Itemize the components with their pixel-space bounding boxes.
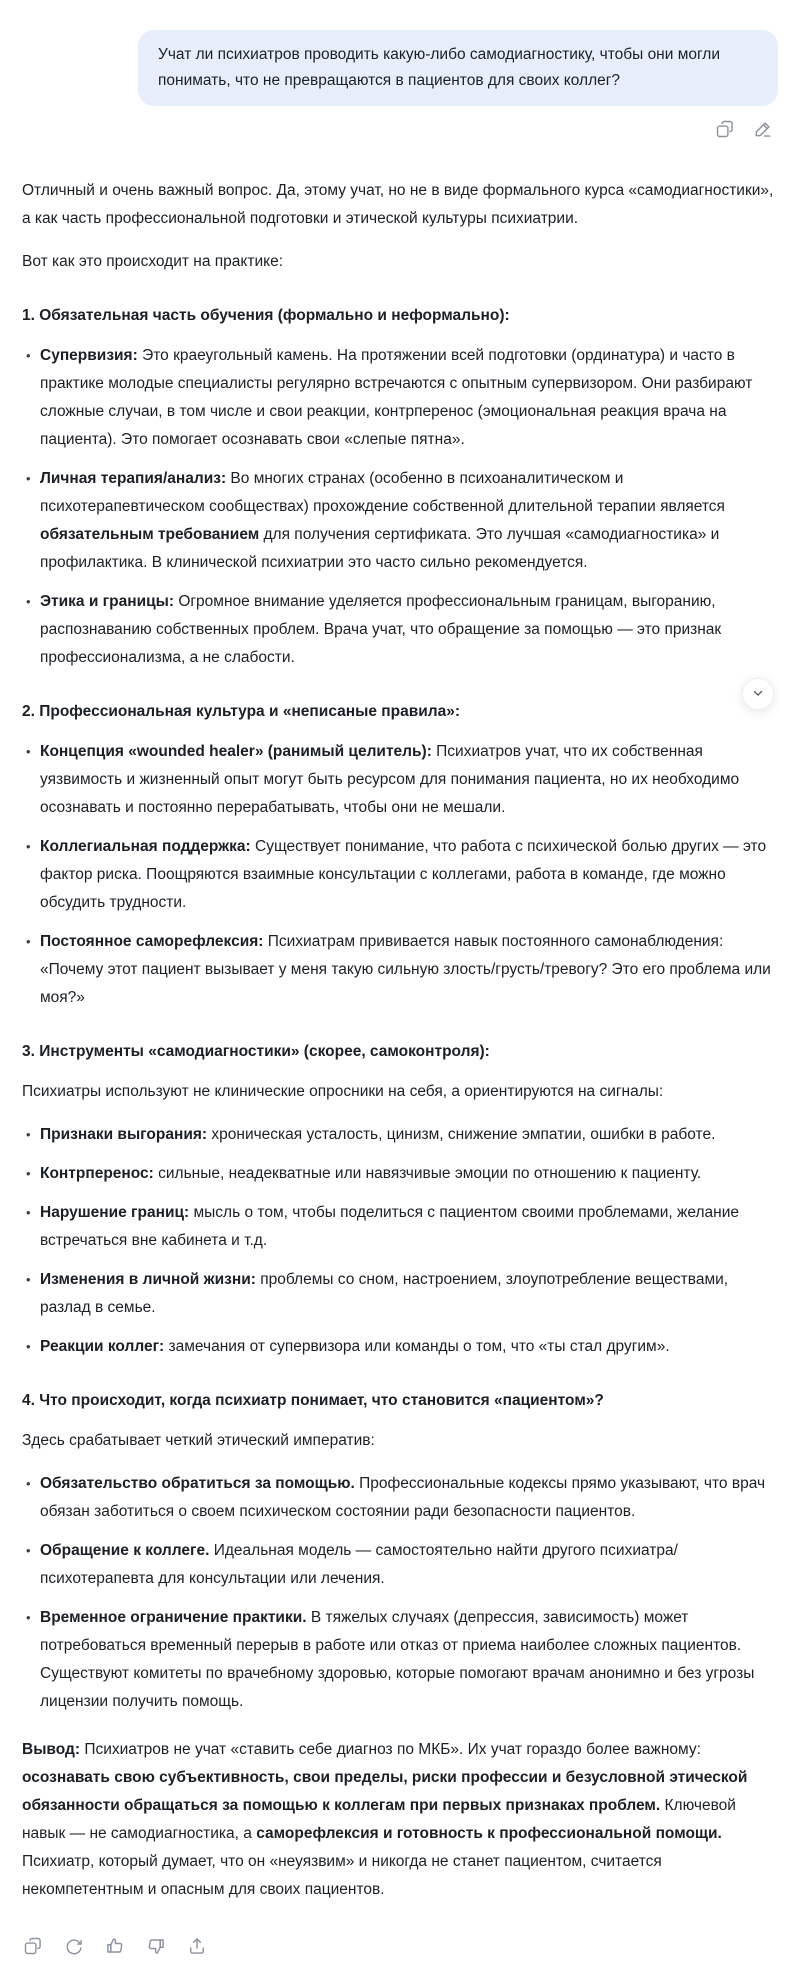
text: Психиатров учат, что их собственная уязвимость и жизненный опыт могут быть ресурсом для понимания пациента, но их необходимо осознавать и постоянно перерабатывать, чтобы они не мешали. — [40, 743, 740, 816]
list-item — [22, 1266, 778, 1322]
paragraph — [22, 177, 778, 233]
edit-icon — [753, 119, 773, 139]
text: Здесь срабатывает четкий этический императив: — [22, 1432, 375, 1449]
edit-user-message-button[interactable] — [752, 118, 774, 140]
text: Огромное внимание уделяется профессиональным границам, выгоранию, распознаванию собственных проблем. Врача учат, что обращение за помощью — это признак профессионализма, а не слабости. — [40, 593, 722, 666]
user-message-text: Учат ли психиатров проводить какую-либо самодиагностику, чтобы они могли понимать, что не превращаются в пациентов для своих коллег? — [158, 46, 721, 89]
text: проблемы со сном, настроением, злоупотребление веществами, разлад в семье. — [40, 1271, 729, 1316]
bold-text: Этика и границы: — [40, 593, 175, 610]
text: В тяжелых случаях (депрессия, зависимость) может потребоваться временный перерыв в работе или отказ от приема наиболее сложных пациентов. Существуют комитеты по врачебному здоровью, которые помогают врачам анонимно и без угрозы лицензии получить помощь. — [40, 1609, 755, 1710]
paragraph — [22, 1736, 778, 1904]
section-heading — [22, 1387, 778, 1415]
bold-text: Коллегиальная поддержка: — [40, 838, 251, 855]
bold-text: Вывод: — [22, 1741, 81, 1758]
list-item — [22, 1604, 778, 1716]
text: Во многих странах (особенно в психоаналитическом и психотерапевтическом сообществах) прохождение собственной длительной терапии является — [40, 470, 725, 515]
paragraph — [22, 248, 778, 276]
bullet-list — [22, 342, 778, 672]
text: Психиатров не учат «ставить себе диагноз по МКБ». Их учат гораздо более важному: — [80, 1741, 701, 1758]
bold-text: 4. Что происходит, когда психиатр понимает, что становится «пациентом»? — [22, 1392, 604, 1409]
list-item — [22, 1537, 778, 1593]
share-icon — [187, 1936, 207, 1956]
copy-response-button[interactable] — [22, 1935, 44, 1957]
bold-text: Обязательство обратиться за помощью. — [40, 1475, 355, 1492]
chevron-down-icon — [751, 686, 765, 703]
text: Существует понимание, что работа с психической болью других — это фактор риска. Поощряются взаимные консультации с коллегами, работа в команде, где можно обсудить трудности. — [40, 838, 767, 911]
scroll-to-bottom-button[interactable] — [742, 678, 774, 710]
bold-text: Личная терапия/анализ: — [40, 470, 227, 487]
paragraph — [22, 1078, 778, 1106]
list-item — [22, 1121, 778, 1149]
list-item — [22, 833, 778, 917]
copy-icon — [715, 119, 735, 139]
copy-icon — [23, 1936, 43, 1956]
thumbs-up-icon — [105, 1936, 125, 1956]
text: хроническая усталость, цинизм, снижение эмпатии, ошибки в работе. — [207, 1126, 716, 1143]
text: Психиатры используют не клинические опросники на себя, а ориентируются на сигналы: — [22, 1083, 664, 1100]
text: мысль о том, чтобы поделиться с пациентом своими проблемами, желание встречаться вне кабинета и т.д. — [40, 1204, 739, 1249]
bold-text: осознавать свою субъективность, свои пределы, риски профессии и безусловной этической обязанности обращаться за помощью к коллегам при первых признаках проблем. — [22, 1769, 748, 1814]
bold-text: саморефлексия и готовность к профессиональной помощи. — [256, 1825, 722, 1842]
text: сильные, неадекватные или навязчивые эмоции по отношению к пациенту. — [153, 1165, 702, 1182]
text: Психиатрам прививается навык постоянного самонаблюдения: «Почему этот пациент вызывает у меня такую сильную злость/грусть/тревогу? Это его проблема или моя?» — [40, 933, 771, 1006]
text: для получения сертификата. Это лучшая «самодиагностика» и профилактика. В клинической психиатрии это часто сильно рекомендуется. — [40, 526, 720, 571]
thumbs-down-icon — [146, 1936, 166, 1956]
bullet-list — [22, 1121, 778, 1361]
list-item — [22, 928, 778, 1012]
bold-text: Временное ограничение практики. — [40, 1609, 307, 1626]
paragraph — [22, 1427, 778, 1455]
bold-text: Признаки выгорания: — [40, 1126, 208, 1143]
list-item — [22, 1199, 778, 1255]
list-item — [22, 1160, 778, 1188]
bold-text: Нарушение границ: — [40, 1204, 190, 1221]
bullet-list — [22, 738, 778, 1012]
text: Отличный и очень важный вопрос. Да, этому учат, но не в виде формального курса «самодиагностики», а как часть профессиональной подготовки и этической культуры психиатрии. — [22, 182, 774, 227]
assistant-message — [0, 140, 800, 1904]
text: Психиатр, который думает, что он «неуязвим» и никогда не станет пациентом, считается некомпетентным и опасным для своих пациентов. — [22, 1853, 662, 1898]
share-button[interactable] — [186, 1935, 208, 1957]
list-item — [22, 465, 778, 577]
bold-text: Изменения в личной жизни: — [40, 1271, 256, 1288]
bold-text: Контрперенос: — [40, 1165, 154, 1182]
bullet-list — [22, 1470, 778, 1716]
bold-text: 3. Инструменты «самодиагностики» (скорее, самоконтроля): — [22, 1043, 490, 1060]
text: Вот как это происходит на практике: — [22, 253, 283, 270]
list-item — [22, 1470, 778, 1526]
bold-text: Постоянное саморефлексия: — [40, 933, 264, 950]
thumbs-down-button[interactable] — [145, 1935, 167, 1957]
bold-text: 2. Профессиональная культура и «неписаные правила»: — [22, 703, 461, 720]
regenerate-icon — [64, 1936, 84, 1956]
list-item — [22, 342, 778, 454]
text: замечания от супервизора или команды о том, что «ты стал другим». — [164, 1338, 670, 1355]
list-item — [22, 588, 778, 672]
bold-text: Реакции коллег: — [40, 1338, 165, 1355]
bold-text: Супервизия: — [40, 347, 138, 364]
bold-text: Концепция «wounded healer» (ранимый целитель): — [40, 743, 432, 760]
text: Идеальная модель — самостоятельно найти другого психиатра/психотерапевта для консультации или лечения. — [40, 1542, 678, 1587]
section-heading — [22, 698, 778, 726]
text: Это краеугольный камень. На протяжении всей подготовки (ординатура) и часто в практике молодые специалисты регулярно встречаются с опытным супервизором. Они разбирают сложные случаи, в том числе и свои реакции, контрперенос (эмоциональная реакция врача на пациента). Это помогает осознавать свои «слепые пятна». — [40, 347, 753, 448]
bold-text: 1. Обязательная часть обучения (формально и неформально): — [22, 307, 510, 324]
list-item — [22, 738, 778, 822]
bold-text: обязательным требованием — [40, 526, 260, 543]
bold-text: Обращение к коллеге. — [40, 1542, 210, 1559]
regenerate-button[interactable] — [63, 1935, 85, 1957]
copy-user-message-button[interactable] — [714, 118, 736, 140]
user-message-actions — [0, 106, 800, 140]
section-heading — [22, 1038, 778, 1066]
user-message-row — [0, 0, 800, 106]
text: Ключевой навык — не самодиагностика, а — [22, 1797, 736, 1842]
user-message-bubble — [138, 30, 778, 106]
assistant-message-actions — [0, 1919, 800, 1971]
list-item — [22, 1333, 778, 1361]
thumbs-up-button[interactable] — [104, 1935, 126, 1957]
section-heading — [22, 302, 778, 330]
text: Профессиональные кодексы прямо указывают, что врач обязан заботиться о своем психическом состоянии ради безопасности пациентов. — [40, 1475, 766, 1520]
